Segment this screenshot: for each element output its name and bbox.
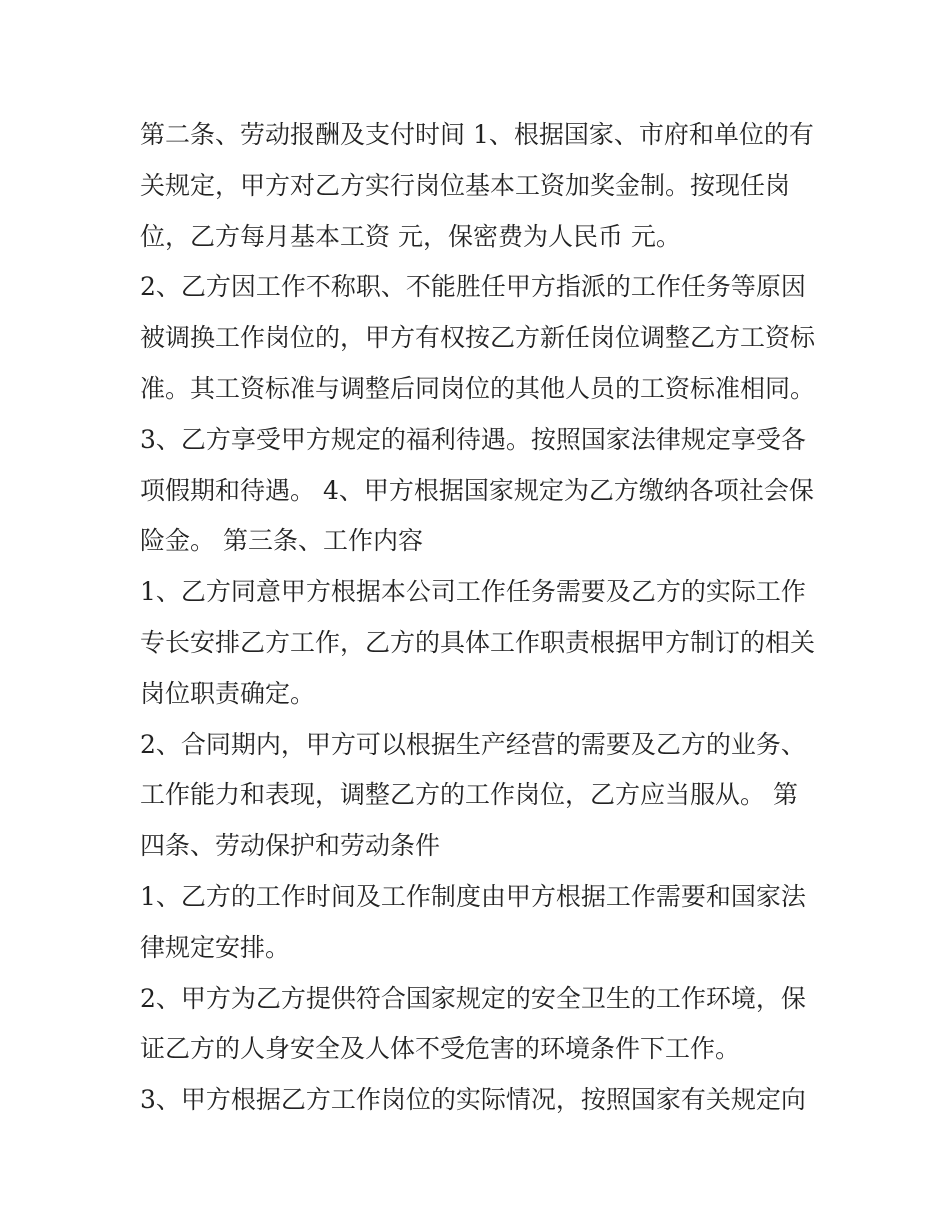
text-line: 准。其工资标准与调整后同岗位的其他人员的工资标准相同。: [140, 373, 816, 403]
text-line: 2、合同期内，甲方可以根据生产经营的需要及乙方的业务、: [140, 729, 806, 759]
text-line: 第二条、劳动报酬及支付时间 1、根据国家、市府和单位的有: [140, 120, 814, 149]
text-line: 位，乙方每月基本工资 元，保密费为人民币 元。: [140, 221, 681, 251]
text-line: 工作能力和表现，调整乙方的工作岗位，乙方应当服从。 第: [140, 780, 798, 810]
text-line: 2、乙方因工作不称职、不能胜任甲方指派的工作任务等原因: [140, 272, 806, 302]
text-line: 关规定，甲方对乙方实行岗位基本工资加奖金制。按现任岗: [140, 170, 791, 200]
text-line: 1、乙方同意甲方根据本公司工作任务需要及乙方的实际工作: [140, 577, 806, 607]
text-line: 四条、劳动保护和劳动条件: [140, 831, 441, 861]
text-line: 2、甲方为乙方提供符合国家规定的安全卫生的工作环境，保: [140, 983, 806, 1013]
text-line: 专长安排乙方工作，乙方的具体工作职责根据甲方制订的相关: [140, 627, 816, 657]
text-line: 项假期和待遇。 4、甲方根据国家规定为乙方缴纳各项社会保: [140, 475, 814, 505]
text-line: 3、甲方根据乙方工作岗位的实际情况，按照国家有关规定向: [140, 1085, 806, 1115]
text-line: 岗位职责确定。: [140, 678, 316, 708]
text-line: 证乙方的人身安全及人体不受危害的环境条件下工作。: [140, 1034, 741, 1064]
text-line: 1、乙方的工作时间及工作制度由甲方根据工作需要和国家法: [140, 881, 806, 911]
contract-body-text: [140, 110, 820, 1126]
text-line: 险金。 第三条、工作内容: [140, 526, 423, 556]
text-line: 3、乙方享受甲方规定的福利待遇。按照国家法律规定享受各: [140, 424, 806, 454]
text-line: 律规定安排。: [140, 932, 291, 962]
text-line: 被调换工作岗位的，甲方有权按乙方新任岗位调整乙方工资标: [140, 323, 816, 353]
